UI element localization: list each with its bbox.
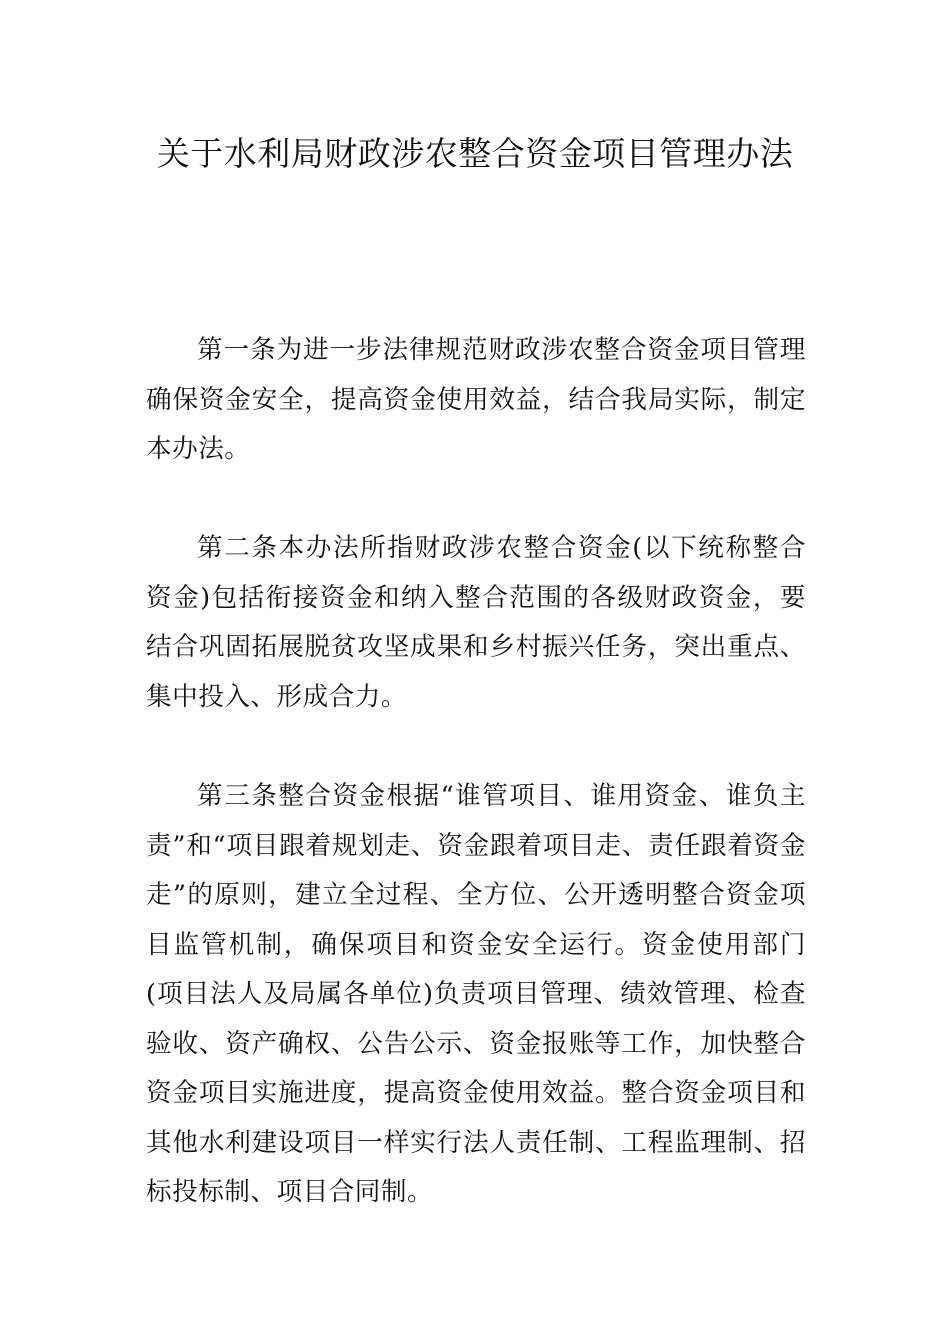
article-2-paragraph: 第二条本办法所指财政涉农整合资金(以下统称整合资金)包括衔接资金和纳入整合范围的各级财政资金，要结合巩固拓展脱贫攻坚成果和乡村振兴任务，突出重点、集中投入、形成合力。 <box>146 533 806 712</box>
document-title: 关于水利局财政涉农整合资金项目管理办法 <box>156 134 794 173</box>
article-1-paragraph: 第一条为进一步法律规范财政涉农整合资金项目管理确保资金安全，提高资金使用效益，结合我局实际，制定本办法。 <box>146 335 806 464</box>
article-3-paragraph: 第三条整合资金根据“谁管项目、谁用资金、谁负主责”和“项目跟着规划走、资金跟着项目走、责任跟着资金走”的原则，建立全过程、全方位、公开透明整合资金项目监管机制，确保项目和资金安全运行。资金使用部门(项目法人及局属各单位)负责项目管理、绩效管理、检查验收、资产确权、公告公示、资金报账等工作，加快整合资金项目实施进度，提高资金使用效益。整合资金项目和其他水利建设项目一样实行法人责任制、工程监理制、招标投标制、项目合同制。 <box>146 781 806 1207</box>
